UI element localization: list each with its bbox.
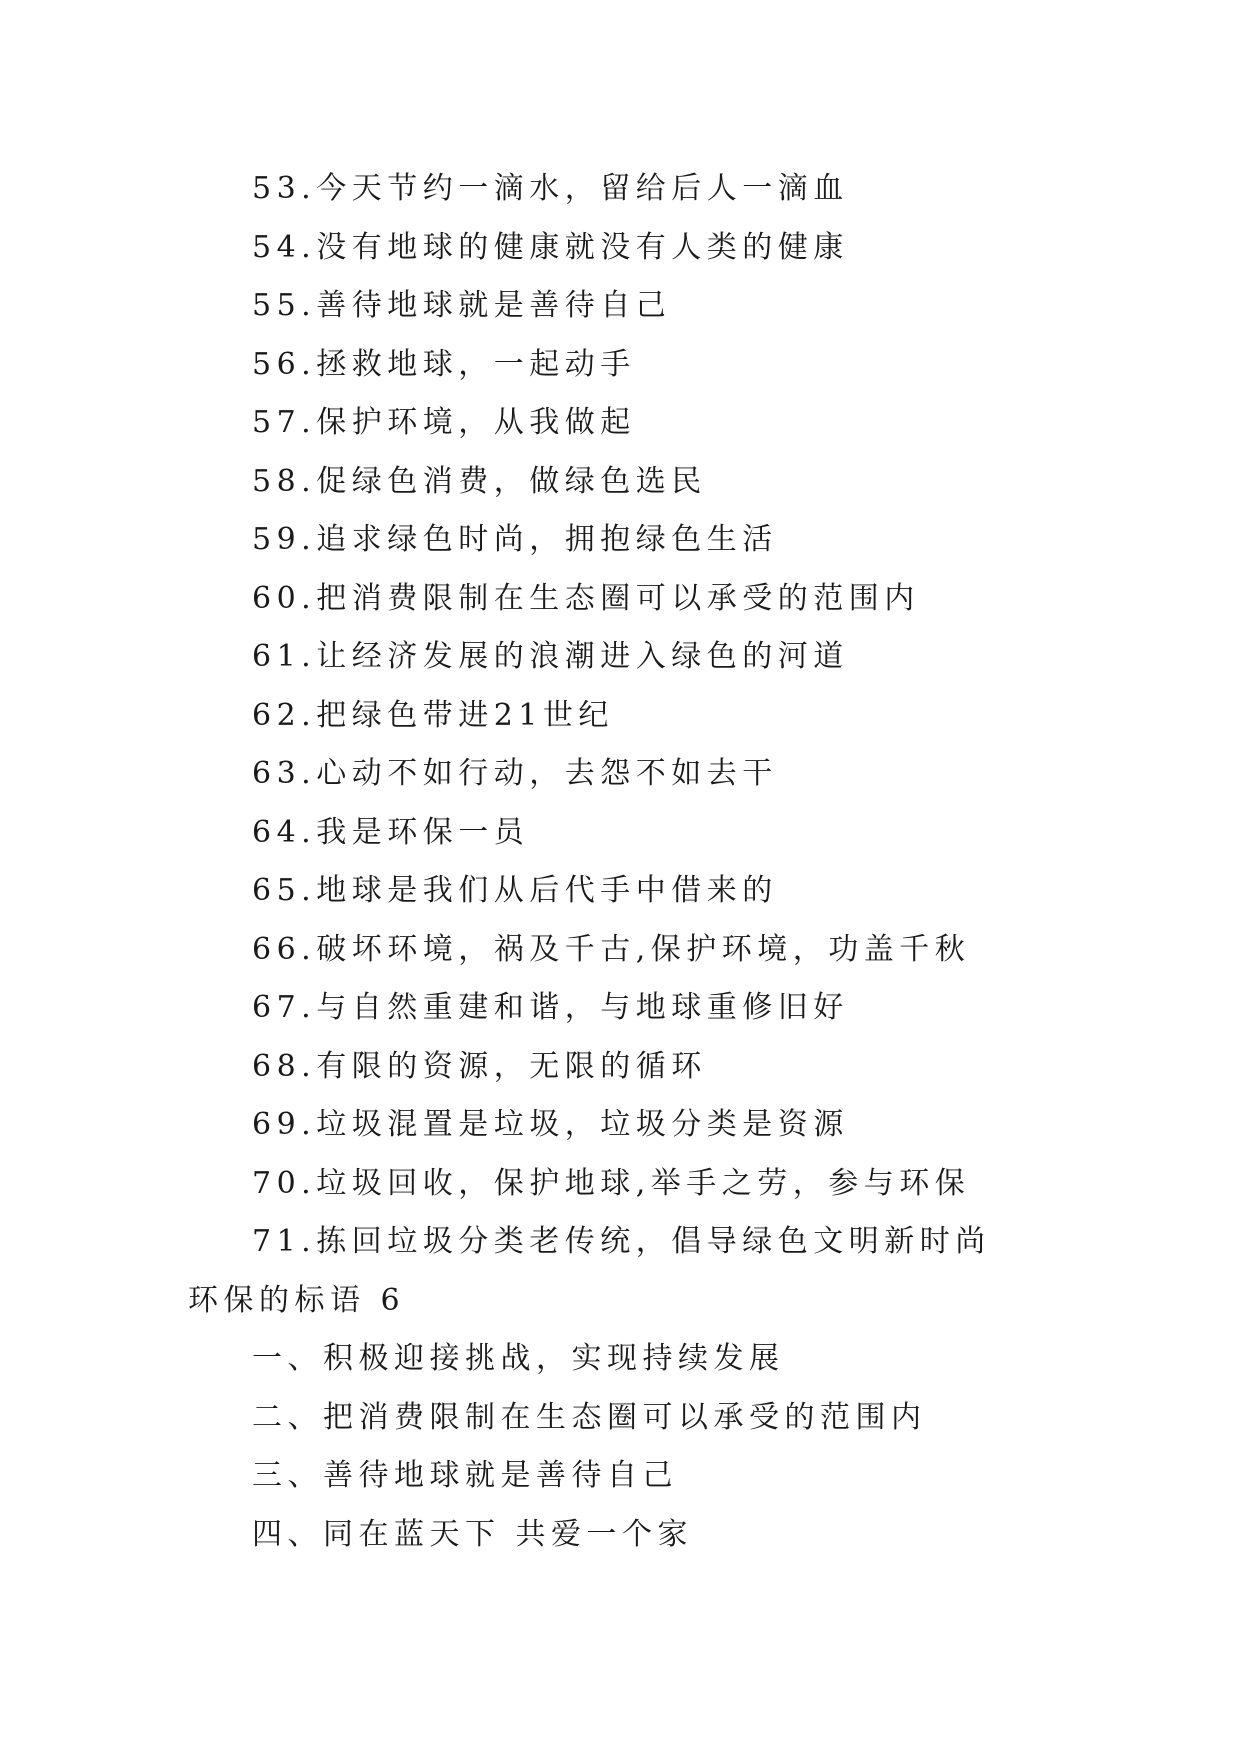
list-item: 一、积极迎接挑战，实现持续发展 [252,1341,785,1376]
document-body [188,160,1088,1564]
list-item: 60.把消费限制在生态圈可以承受的范围内 [252,580,920,616]
list-item: 四、同在蓝天下 共爱一个家 [252,1516,694,1552]
list-item: 53.今天节约一滴水，留给后人一滴血 [252,171,849,206]
list-item: 64.我是环保一员 [252,814,530,850]
list-item: 二、把消费限制在生态圈可以承受的范围内 [252,1399,927,1435]
list-item: 56.拯救地球，一起动手 [252,346,636,382]
section-heading: 环保的标语 6 [188,1282,406,1318]
list-item: 58.促绿色消费，做绿色选民 [252,463,707,499]
list-item: 59.追求绿色时尚，拥抱绿色生活 [252,522,778,557]
list-item: 67.与自然重建和谐，与地球重修旧好 [252,990,849,1025]
list-item: 61.让经济发展的浪潮进入绿色的河道 [252,639,849,674]
list-item: 71.拣回垃圾分类老传统，倡导绿色文明新时尚 [252,1224,991,1259]
list-item: 三、善待地球就是善待自己 [252,1458,678,1493]
list-item: 65.地球是我们从后代手中借来的 [252,873,778,908]
list-item: 70.垃圾回收，保护地球,举手之劳，参与环保 [252,1165,971,1201]
list-item: 54.没有地球的健康就没有人类的健康 [252,229,849,265]
list-item: 63.心动不如行动，去怨不如去干 [252,756,778,791]
list-item: 57.保护环境，从我做起 [252,405,636,440]
list-item: 55.善待地球就是善待自己 [252,288,672,323]
list-item: 69.垃圾混置是垃圾，垃圾分类是资源 [252,1107,849,1142]
list-item: 68.有限的资源，无限的循环 [252,1048,707,1084]
list-item: 66.破坏环境，祸及千古,保护环境，功盖千秋 [252,931,971,967]
list-item: 62.把绿色带进21世纪 [252,697,614,733]
